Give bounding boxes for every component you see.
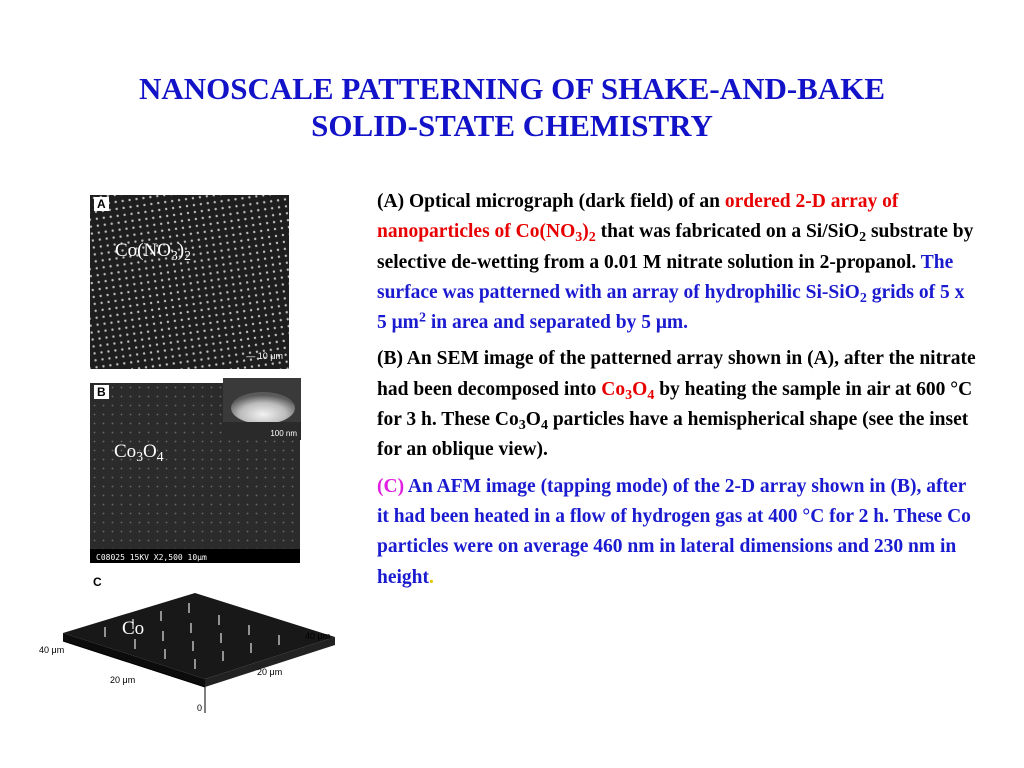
caption-c: (C) An AFM image (tapping mode) of the 2-D array shown in (B), after it had been heated in a flow of hydrogen gas at 400 °C for 2 h. These Co particles were on average 460 nm in lateral dimensions and 230 nm in height. <box>377 475 971 588</box>
afm-axis-40-left: 40 μm <box>39 645 65 655</box>
inset-scale-bar: 100 nm <box>270 429 297 438</box>
caption-text <box>377 187 977 599</box>
panel-a-tag: A <box>94 197 109 211</box>
sem-inset <box>223 378 301 440</box>
panel-a-label: $Co(NO_3)_2$ <box>115 240 191 264</box>
afm-axis-20-right: 20 μm <box>257 667 283 677</box>
caption-b-highlight: $Co_3O_4$ <box>601 378 655 403</box>
micrograph-panel-a <box>90 195 289 369</box>
panel-a-scale-bar: — 10 μm <box>246 351 283 361</box>
title-line-2: SOLID-STATE CHEMISTRY <box>311 108 713 143</box>
panel-c-tag: C <box>93 575 102 589</box>
afm-axis-20-left: 20 μm <box>110 675 136 685</box>
afm-axis-0: 0 <box>197 703 203 713</box>
caption-a-highlight: ordered 2-D array of nanoparticles of $Co(NO_3)_2$ <box>377 191 899 246</box>
title-line-1: NANOSCALE PATTERNING OF SHAKE-AND-BAKE <box>138 71 886 106</box>
afm-axis-40-right: 40 μm <box>305 631 331 641</box>
micrograph-a-image <box>90 195 289 369</box>
afm-c-image <box>35 575 335 725</box>
caption-a-blue: The surface was patterned with an array of hydrophilic Si-SiO$_2$ grids of 5 x 5 $\mu m^2$ in area and separated by 5 μm. <box>377 251 965 334</box>
afm-panel-c <box>35 575 335 725</box>
panel-c-label: Co <box>122 618 145 639</box>
caption-b: (B) An SEM image of the patterned array shown in (A), after the nitrate had been decomposed into $Co_3O_4$ by heating the sample in air at 600 °C for 3 h. These $Co_3O_4$ particles have a hemispherical shape (see the inset for an oblique view). <box>377 348 976 461</box>
panel-b-label: $Co_3O_4$ <box>114 441 164 465</box>
panel-b-tag: B <box>94 385 109 399</box>
slide-title <box>40 70 984 144</box>
caption-a: (A) Optical micrograph (dark field) of an ordered 2-D array of nanoparticles of $Co(NO_3)_2$ that was fabricated on a Si/SiO$_2$ substrate by selective de-wetting from a 0.01 M nitrate solution in 2-propanol. The surface was patterned with an array of hydrophilic Si-SiO$_2$ grids of 5 x 5 $\mu m^2$ in area and separated by 5 μm. <box>377 191 974 334</box>
panel-b-footer: C08025 15KV X2,500 10μm <box>96 553 207 562</box>
